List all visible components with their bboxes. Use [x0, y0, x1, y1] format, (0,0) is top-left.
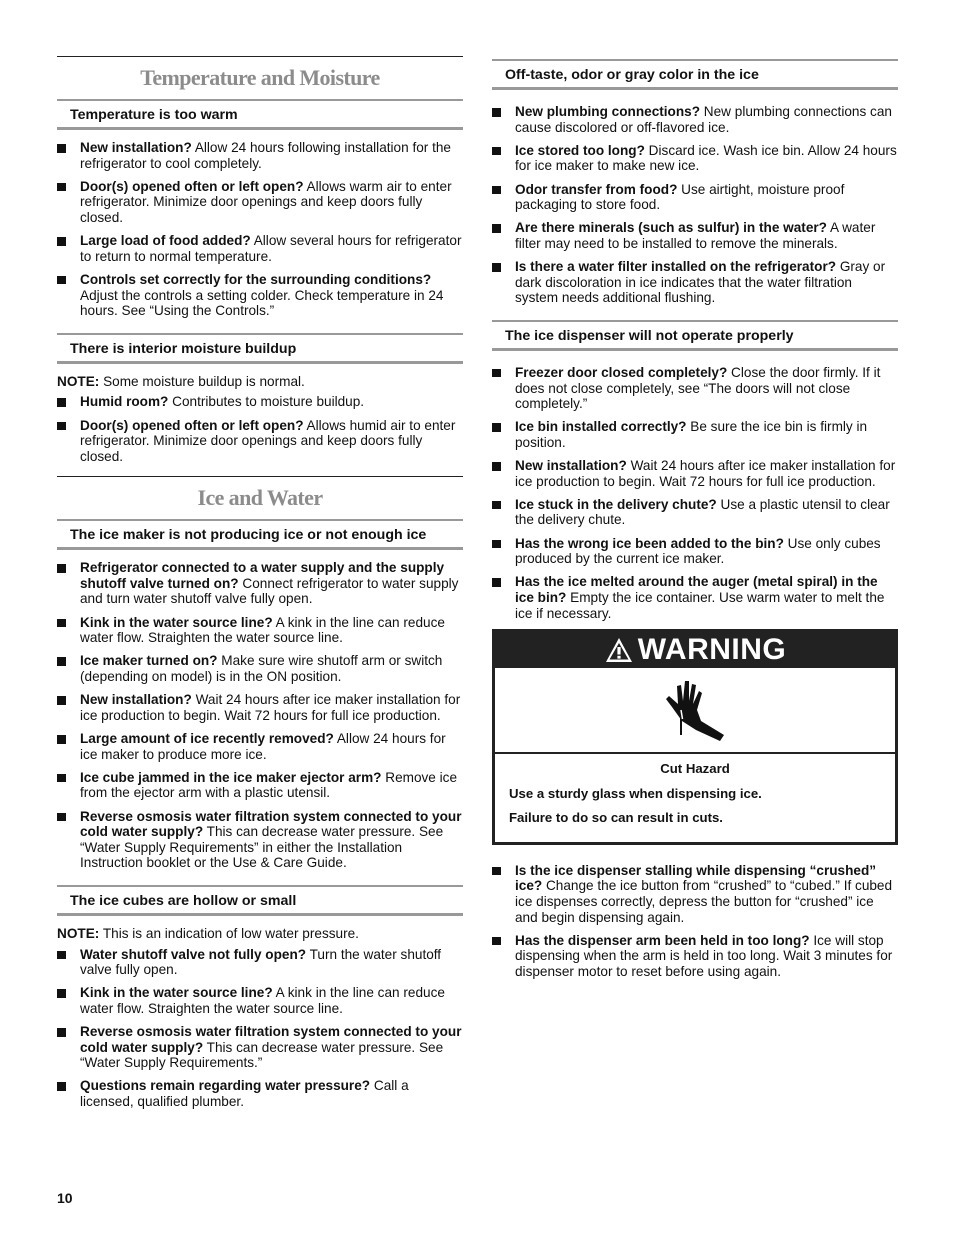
bullet-square-icon — [492, 501, 501, 510]
item-answer: Discard ice. Wash ice bin. Allow 24 hours for ice maker to make new ice. — [515, 142, 897, 174]
list-ice-maker — [57, 560, 463, 871]
item-answer: Ice will stop dispensing when the arm is held in too long. Wait 3 minutes for dispenser motor to reset before using again. — [515, 932, 893, 979]
item-question: Has the dispenser arm been held in too long? — [515, 932, 810, 948]
item-answer: Wait 24 hours after ice maker installation for ice production to begin. Wait 72 hours for full ice production. — [515, 458, 896, 489]
right-column — [492, 59, 898, 987]
subhead-temp-too-warm: Temperature is too warm — [57, 99, 463, 130]
warning-line-2: Failure to do so can result in cuts. — [509, 809, 723, 825]
list-item — [57, 692, 463, 723]
bullet-square-icon — [57, 398, 66, 407]
list-item — [492, 497, 898, 528]
list-dispenser-continued — [492, 863, 898, 980]
note-moisture — [57, 374, 463, 390]
list-item — [492, 182, 898, 213]
item-answer: A kink in the line can reduce water flow. Straighten the water source line. — [80, 985, 445, 1016]
item-answer: Turn the water shutoff valve fully open. — [80, 946, 442, 978]
item-question: Is the ice dispenser stalling while dispensing “crushed” ice? — [515, 862, 877, 894]
bullet-square-icon — [57, 237, 66, 246]
list-item — [492, 933, 898, 980]
left-column — [57, 56, 463, 1117]
bullet-square-icon — [57, 144, 66, 153]
item-answer: Wait 24 hours after ice maker installation for ice production to begin. Wait 72 hours for full ice production. — [80, 692, 461, 723]
subhead-ice-maker: The ice maker is not producing ice or not enough ice — [57, 519, 463, 550]
item-question: Refrigerator connected to a water supply and the supply shutoff valve turned on? — [80, 560, 445, 591]
list-item — [492, 574, 898, 621]
bullet-square-icon — [57, 619, 66, 628]
list-temp-too-warm — [57, 140, 463, 319]
bullet-square-icon — [492, 937, 501, 946]
item-question: Reverse osmosis water filtration system connected to your cold water supply? — [80, 1024, 462, 1055]
item-answer: A kink in the line can reduce water flow. Straighten the water source line. — [80, 614, 445, 646]
list-item — [492, 259, 898, 306]
item-question: Ice cube jammed in the ice maker ejector arm? — [80, 769, 382, 785]
note-text: Some moisture buildup is normal. — [99, 373, 305, 389]
warning-box — [492, 629, 898, 845]
bullet-square-icon — [57, 1082, 66, 1091]
item-answer: Be sure the ice bin is firmly in position. — [515, 419, 868, 450]
item-question: Kink in the water source line? — [80, 985, 273, 1001]
item-answer: A water filter may need to be installed to remove the minerals. — [515, 220, 876, 251]
item-answer: Call a licensed, qualified plumber. — [80, 1078, 409, 1110]
bullet-square-icon — [492, 186, 501, 195]
list-item — [57, 770, 463, 801]
warning-line-1: Use a sturdy glass when dispensing ice. — [509, 785, 762, 801]
item-answer: Use a plastic utensil to clear the delivery chute. — [515, 496, 890, 528]
bullet-square-icon — [492, 462, 501, 471]
bullet-square-icon — [57, 989, 66, 998]
bullet-square-icon — [492, 369, 501, 378]
item-question: Ice stuck in the delivery chute? — [515, 496, 717, 512]
list-item — [57, 140, 463, 171]
item-answer: New plumbing connections can cause discolored or off-flavored ice. — [515, 104, 892, 135]
item-question: Door(s) opened often or left open? — [80, 178, 304, 194]
note-hollow — [57, 926, 463, 942]
list-item — [57, 809, 463, 871]
item-question: Ice bin installed correctly? — [515, 419, 687, 435]
item-question: New installation? — [515, 458, 627, 474]
item-question: Ice maker turned on? — [80, 653, 218, 669]
bullet-square-icon — [57, 735, 66, 744]
section-rule — [57, 476, 463, 477]
item-question: Are there minerals (such as sulfur) in the water? — [515, 220, 827, 236]
list-item — [57, 179, 463, 226]
list-item — [57, 947, 463, 978]
bullet-square-icon — [492, 263, 501, 272]
bullet-square-icon — [492, 108, 501, 117]
item-question: New plumbing connections? — [515, 104, 701, 119]
item-answer: Allow 24 hours for ice maker to produce more ice. — [80, 731, 446, 762]
list-hollow-cubes — [57, 947, 463, 1110]
item-answer: Adjust the controls a setting colder. Check temperature in 24 hours. See “Using the Controls.” — [80, 287, 444, 319]
warning-header — [495, 632, 895, 668]
item-answer: Allow several hours for refrigerator to return to normal temperature. — [80, 233, 462, 264]
list-item — [492, 458, 898, 489]
item-answer: This can decrease water pressure. See “Water Supply Requirements” in either the Installation Instruction booklet or the Use & Care Guide. — [80, 824, 444, 871]
bullet-square-icon — [492, 578, 501, 587]
page-number: 10 — [57, 1190, 73, 1206]
list-item — [492, 143, 898, 174]
item-question: Has the ice melted around the auger (metal spiral) in the ice bin? — [515, 574, 878, 605]
item-question: Humid room? — [80, 394, 169, 410]
list-item — [492, 863, 898, 925]
bullet-square-icon — [492, 423, 501, 432]
note-label: NOTE: — [57, 925, 100, 941]
item-answer: Contributes to moisture buildup. — [168, 394, 365, 410]
item-answer: Allows humid air to enter refrigerator. Minimize door openings and keep doors fully closed. — [80, 417, 456, 464]
bullet-square-icon — [57, 422, 66, 431]
item-question: New installation? — [80, 140, 192, 155]
cut-hand-icon — [660, 677, 730, 743]
list-item — [57, 394, 463, 410]
subhead-hollow-cubes: The ice cubes are hollow or small — [57, 885, 463, 916]
bullet-square-icon — [57, 951, 66, 960]
section-title-temperature: Temperature and Moisture — [140, 65, 380, 90]
bullet-square-icon — [57, 774, 66, 783]
warning-triangle-icon — [604, 636, 634, 664]
warning-title: WARNING — [637, 632, 787, 666]
list-item — [492, 220, 898, 251]
list-item — [492, 365, 898, 412]
bullet-square-icon — [57, 183, 66, 192]
note-label: NOTE: — [57, 373, 100, 389]
item-question: Reverse osmosis water filtration system connected to your cold water supply? — [80, 808, 462, 840]
item-question: Door(s) opened often or left open? — [80, 417, 304, 433]
item-answer: Use only cubes produced by the current ice maker. — [515, 535, 881, 567]
bullet-square-icon — [57, 813, 66, 822]
warning-hazard: Cut Hazard — [660, 760, 730, 776]
list-item — [57, 1024, 463, 1071]
subhead-dispenser: The ice dispenser will not operate properly — [492, 320, 898, 351]
item-question: Large amount of ice recently removed? — [80, 731, 334, 746]
item-answer: This can decrease water pressure. See “Water Supply Requirements.” — [80, 1039, 444, 1071]
list-moisture — [57, 394, 463, 464]
item-question: Has the wrong ice been added to the bin? — [515, 535, 784, 551]
list-item — [492, 536, 898, 567]
item-question: Freezer door closed completely? — [515, 364, 728, 380]
item-question: Ice stored too long? — [515, 142, 645, 158]
list-item — [492, 104, 898, 135]
bullet-square-icon — [492, 224, 501, 233]
list-item — [57, 1078, 463, 1109]
list-item — [57, 653, 463, 684]
top-rule — [57, 56, 463, 57]
note-text: This is an indication of low water pressure. — [99, 925, 359, 941]
list-dispenser — [492, 365, 898, 621]
list-item — [57, 985, 463, 1016]
list-item — [57, 615, 463, 646]
bullet-square-icon — [492, 867, 501, 876]
item-answer: Make sure wire shutoff arm or switch (depending on model) is in the ON position. — [80, 653, 443, 685]
item-question: New installation? — [80, 692, 192, 708]
item-question: Controls set correctly for the surrounding conditions? — [80, 271, 432, 287]
item-question: Is there a water filter installed on the refrigerator? — [515, 259, 837, 275]
list-item — [57, 233, 463, 264]
item-question: Questions remain regarding water pressure? — [80, 1078, 371, 1094]
list-item — [57, 418, 463, 465]
item-answer: Use airtight, moisture proof packaging to store food. — [515, 181, 845, 213]
item-question: Kink in the water source line? — [80, 614, 273, 630]
bullet-square-icon — [57, 657, 66, 666]
item-answer: Connect refrigerator to water supply and turn water shutoff valve fully open. — [80, 575, 459, 607]
warning-text — [495, 754, 895, 842]
list-item — [57, 731, 463, 762]
item-question: Large load of food added? — [80, 233, 251, 249]
item-question: Odor transfer from food? — [515, 181, 678, 197]
bullet-square-icon — [57, 696, 66, 705]
item-answer: Close the door firmly. If it does not close completely, see “The doors will not close completely.” — [515, 364, 881, 412]
item-answer: Gray or dark discoloration in ice indicates that the water filtration system needs additional flushing. — [515, 259, 886, 306]
item-answer: Empty the ice container. Use warm water to melt the ice if necessary. — [515, 590, 885, 621]
bullet-square-icon — [57, 564, 66, 573]
item-answer: Remove ice from the ejector arm with a plastic utensil. — [80, 769, 458, 801]
item-answer: Allow 24 hours following installation for the refrigerator to cool completely. — [80, 140, 451, 171]
bullet-square-icon — [57, 276, 66, 285]
bullet-square-icon — [57, 1028, 66, 1037]
warning-pictogram — [495, 668, 895, 754]
bullet-square-icon — [492, 540, 501, 549]
section-title-ice-water: Ice and Water — [197, 485, 323, 511]
list-item — [57, 560, 463, 607]
list-off-taste — [492, 104, 898, 306]
item-answer: Allows warm air to enter refrigerator. Minimize door openings and keep doors fully closed. — [80, 178, 452, 225]
subhead-off-taste: Off-taste, odor or gray color in the ice — [492, 59, 898, 90]
subhead-moisture: There is interior moisture buildup — [57, 333, 463, 364]
list-item — [57, 272, 463, 319]
bullet-square-icon — [492, 147, 501, 156]
list-item — [492, 419, 898, 450]
item-question: Water shutoff valve not fully open? — [80, 946, 307, 962]
item-answer: Change the ice button from “crushed” to “cubed.” If cubed ice dispenses correctly, depress the button for “crushed” ice and begin dispensing again. — [515, 878, 893, 925]
